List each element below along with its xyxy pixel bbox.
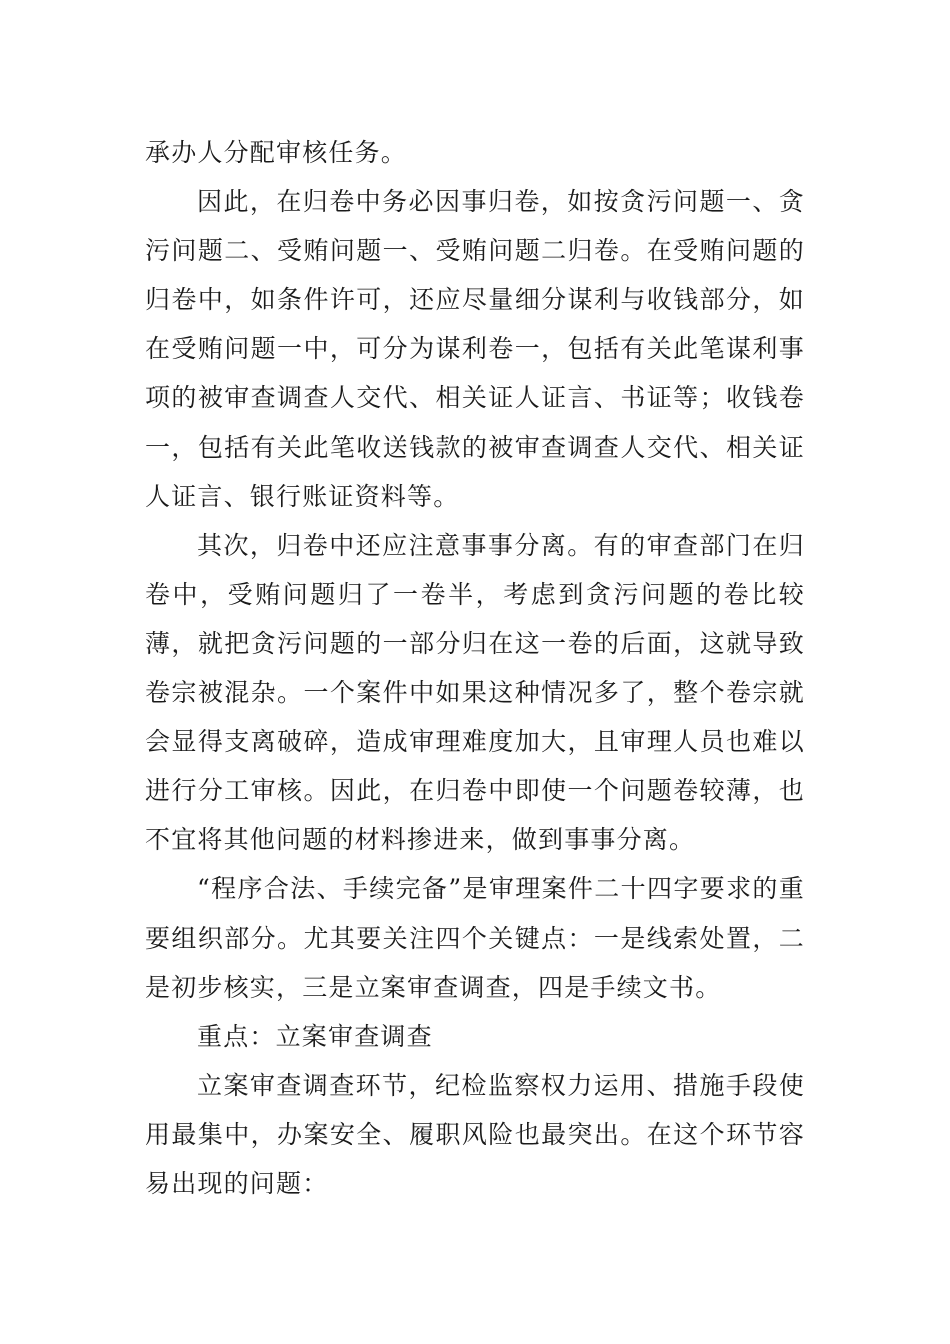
paragraph-separation-of-matters: 其次，归卷中还应注意事事分离。有的审查部门在归卷中，受贿问题归了一卷半，考虑到贪污问题的卷比较薄，就把贪污问题的一部分归在这一卷的后面，这就导致卷宗被混杂。一个案件中如果这种情况多了，整个卷宗就会显得支离破碎，造成审理难度加大，且审理人员也难以进行分工审核。因此，在归卷中即使一个问题卷较薄，也不宜将其他问题的材料掺进来，做到事事分离。 bbox=[145, 530, 805, 855]
paragraph-investigation-stage: 立案审查调查环节，纪检监察权力运用、措施手段使用最集中，办案安全、履职风险也最突出。在这个环节容易出现的问题： bbox=[145, 1070, 805, 1198]
section-heading-key-point: 重点：立案审查调查 bbox=[197, 1021, 433, 1051]
document-body bbox=[145, 128, 805, 1208]
paragraph-archiving-by-matter: 因此，在归卷中务必因事归卷，如按贪污问题一、贪污问题二、受贿问题一、受贿问题二归卷。在受贿问题的归卷中，如条件许可，还应尽量细分谋利与收钱部分，如在受贿问题一中，可分为谋利卷一，包括有关此笔谋利事项的被审查调查人交代、相关证人证言、书证等；收钱卷一，包括有关此笔收送钱款的被审查调查人交代、相关证人证言、银行账证资料等。 bbox=[145, 187, 805, 511]
paragraph-continuation: 承办人分配审核任务。 bbox=[145, 138, 408, 167]
paragraph-procedural-requirements: “程序合法、手续完备”是审理案件二十四字要求的重要组织部分。尤其要关注四个关键点：一是线索处置，二是初步核实，三是立案审查调查，四是手续文书。 bbox=[145, 874, 805, 1002]
